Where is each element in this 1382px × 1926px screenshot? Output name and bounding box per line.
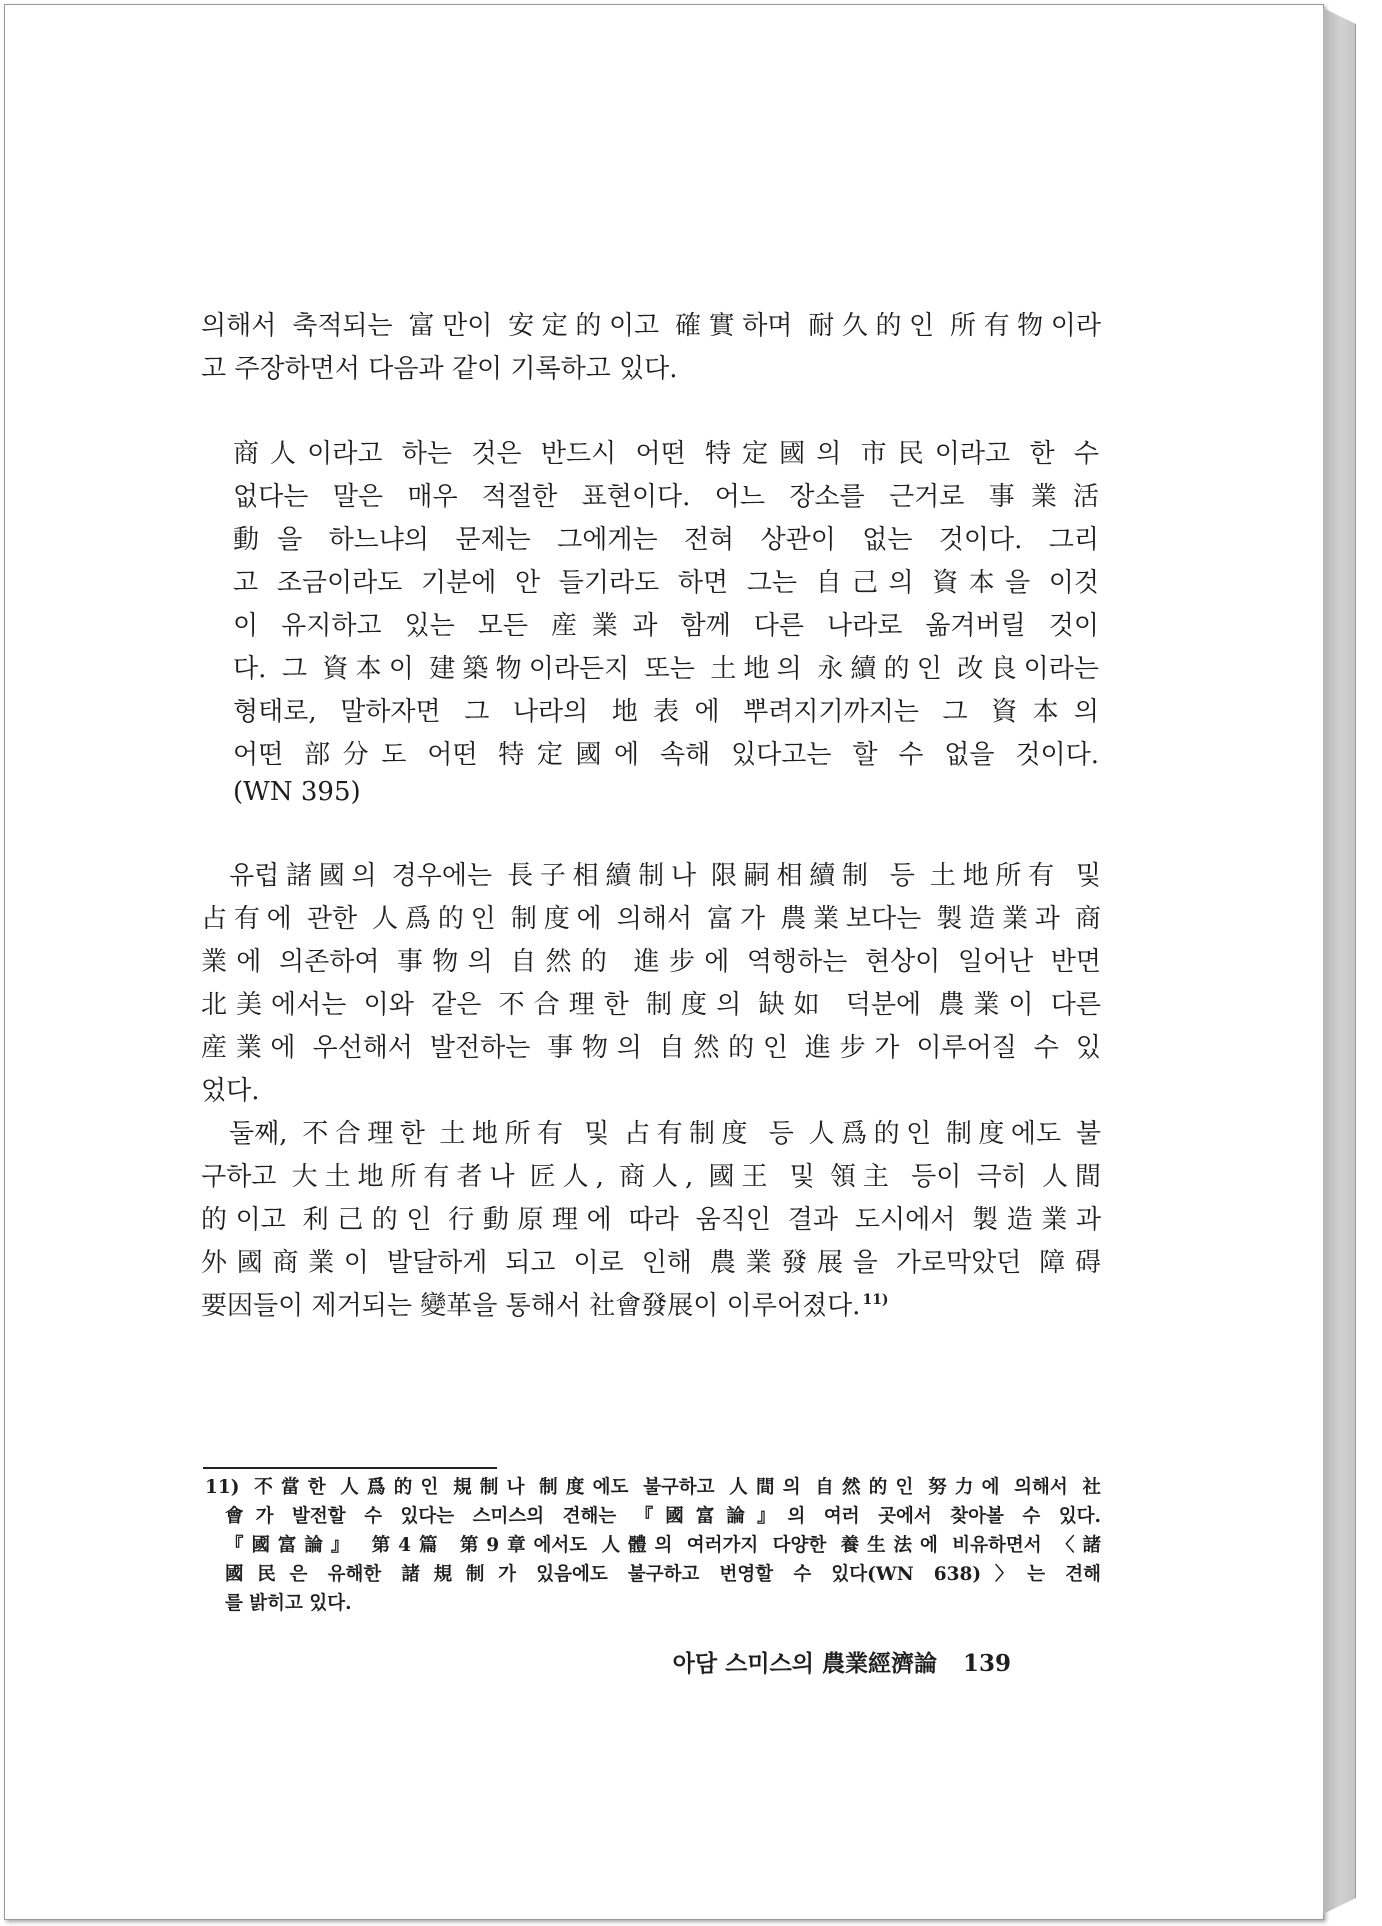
body-line: 外國商業이 발달하게 되고 이로 인해 農業發展을 가로막았던 障碍 [201,1248,1101,1278]
footnote-line: 『國富論』 第4篇 第9章에서도 人體의 여러가지 다양한 養生法에 비유하면서 〈諸 [225,1535,1101,1556]
running-title: 아담 스미스의 農業經濟論 [672,1650,937,1677]
body-line-text: 要因들이 제거되는 變革을 통해서 社會發展이 이루어졌다. [201,1291,861,1321]
quote-citation: (WN 395) [233,777,361,807]
quote-line: 고 조금이라도 기분에 안 들기라도 하면 그는 自己의 資本을 이것 [233,568,1099,598]
page-number: 139 [962,1650,1011,1677]
quote-line: 商人이라고 하는 것은 반드시 어떤 特定國의 市民이라고 한 수 [233,439,1099,469]
footnote-line: 11) 不當한 人爲的인 規制나 制度에도 불구하고 人間의 自然的인 努力에 의해서 社 [205,1477,1101,1498]
document-page [4,4,1324,1920]
body-line: 的이고 利己的인 行動原理에 따라 움직인 결과 도시에서 製造業과 [201,1205,1101,1235]
body-line: 구하고 大土地所有者나 匠人, 商人, 國王 및 領主 등이 극히 人間 [201,1162,1101,1192]
quote-line: 이 유지하고 있는 모든 産業과 함께 다른 나라로 옮겨버릴 것이 [233,611,1099,641]
footnote-marker: 11) [862,1292,889,1309]
body-line: 占有에 관한 人爲的인 制度에 의해서 富가 農業보다는 製造業과 商 [201,904,1101,934]
body-line [201,1285,889,1322]
footnote-line: 會가 발전할 수 있다는 스미스의 견해는 『國富論』의 여러 곳에서 찾아볼 수 있다. [225,1506,1101,1527]
quote-line: 다. 그 資本이 建築物이라든지 또는 土地의 永續的인 改良이라는 [233,654,1099,684]
page-footer [673,1645,1011,1678]
quote-line: 형태로, 말하자면 그 나라의 地表에 뿌려지기까지는 그 資本의 [233,697,1099,727]
intro-line: 고 주장하면서 다음과 같이 기록하고 있다. [201,354,678,384]
body-line: 유럽諸國의 경우에는 長子相續制나 限嗣相續制 등 土地所有 및 [229,861,1101,891]
footnote-line: 國民은 유해한 諸規制가 있음에도 불구하고 번영할 수 있다(WN 638)〉는 견해 [225,1564,1101,1585]
body-line: 둘째, 不合理한 土地所有 및 占有制度 등 人爲的인 制度에도 불 [229,1119,1101,1149]
quote-line: 動을 하느냐의 문제는 그에게는 전혀 상관이 없는 것이다. 그리 [233,525,1099,555]
footnote-divider [203,1467,497,1469]
footnote-line: 를 밝히고 있다. [225,1593,352,1614]
intro-line: 의해서 축적되는 富만이 安定的이고 確實하며 耐久的인 所有物이라 [201,311,1101,341]
body-line: 었다. [201,1076,260,1106]
page-stack-edge [1323,8,1356,1914]
body-line: 北美에서는 이와 같은 不合理한 制度의 缺如 덕분에 農業이 다른 [201,990,1101,1020]
body-line: 産業에 우선해서 발전하는 事物의 自然的인 進步가 이루어질 수 있 [201,1033,1101,1063]
quote-line: 어떤 部分도 어떤 特定國에 속해 있다고는 할 수 없을 것이다. [233,740,1099,770]
body-line: 業에 의존하여 事物의 自然的 進步에 역행하는 현상이 일어난 반면 [201,947,1101,977]
quote-line: 없다는 말은 매우 적절한 표현이다. 어느 장소를 근거로 事業活 [233,482,1099,512]
